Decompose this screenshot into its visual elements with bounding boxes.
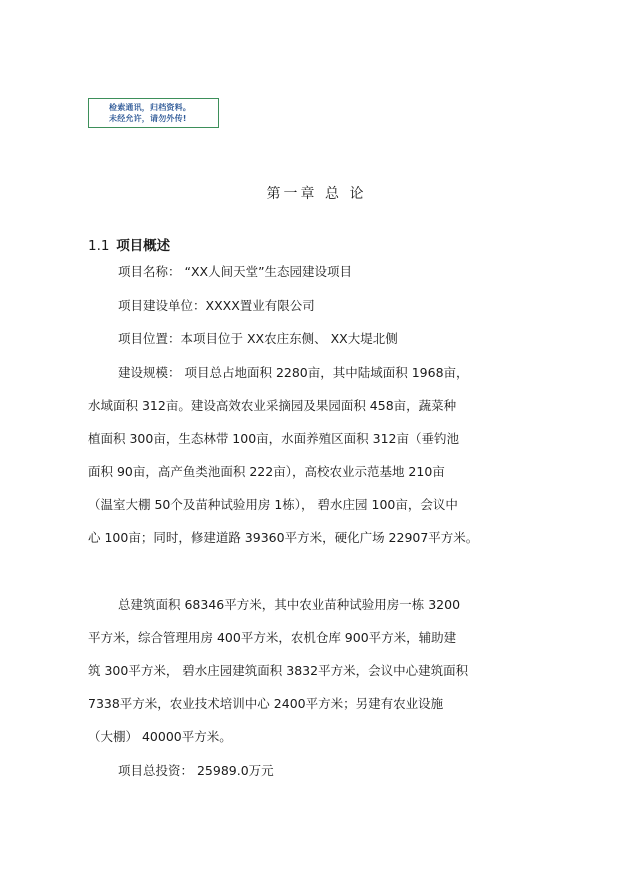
project-location-line: 项目位置：本项目位于 XX农庄东侧、 XX大堤北侧 [118, 331, 398, 346]
scale-line: 建设规模： 项目总占地面积 2280亩，其中陆域面积 1968亩， [118, 365, 469, 380]
confidential-stamp [88, 98, 219, 128]
scale-line: 植面积 300亩，生态林带 100亩，水面养殖区面积 312亩（垂钓池 [88, 431, 459, 446]
scale-line: 水域面积 312亩。建设高效农业采摘园及果园面积 458亩，蔬菜种 [88, 398, 457, 413]
stamp-line-1: 检索通讯，归档资料。 [109, 103, 191, 112]
total-investment-line: 项目总投资： 25989.0万元 [118, 763, 274, 778]
building-area-line: （大棚） 40000平方米。 [88, 729, 232, 744]
section-number: 1.1 [88, 238, 110, 254]
scale-line: 面积 90亩，高产鱼类池面积 222亩），高校农业示范基地 210亩 [88, 464, 445, 479]
stamp-line-2: 未经允许，请勿外传! [109, 114, 187, 123]
chapter-title: 第一章 总 论 [266, 186, 367, 202]
building-area-line: 总建筑面积 68346平方米，其中农业苗种试验用房一栋 3200 [118, 597, 461, 612]
building-area-line: 7338平方米，农业技术培训中心 2400平方米；另建有农业设施 [88, 696, 444, 711]
building-area-line: 筑 300平方米， 碧水庄园建筑面积 3832平方米，会议中心建筑面积 [88, 663, 469, 678]
section-heading [88, 234, 170, 254]
project-name-line: 项目名称： “XX人间天堂”生态园建设项目 [118, 264, 353, 279]
scale-line: （温室大棚 50个及苗种试验用房 1栋）， 碧水庄园 100亩，会议中 [88, 497, 458, 512]
scale-line: 心 100亩；同时，修建道路 39360平方米，硬化广场 22907平方米。 [88, 530, 479, 545]
building-area-line: 平方米，综合管理用房 400平方米，农机仓库 900平方米，辅助建 [88, 630, 457, 645]
project-unit-line: 项目建设单位：XXXX置业有限公司 [118, 298, 315, 313]
section-title: 项目概述 [116, 238, 171, 254]
